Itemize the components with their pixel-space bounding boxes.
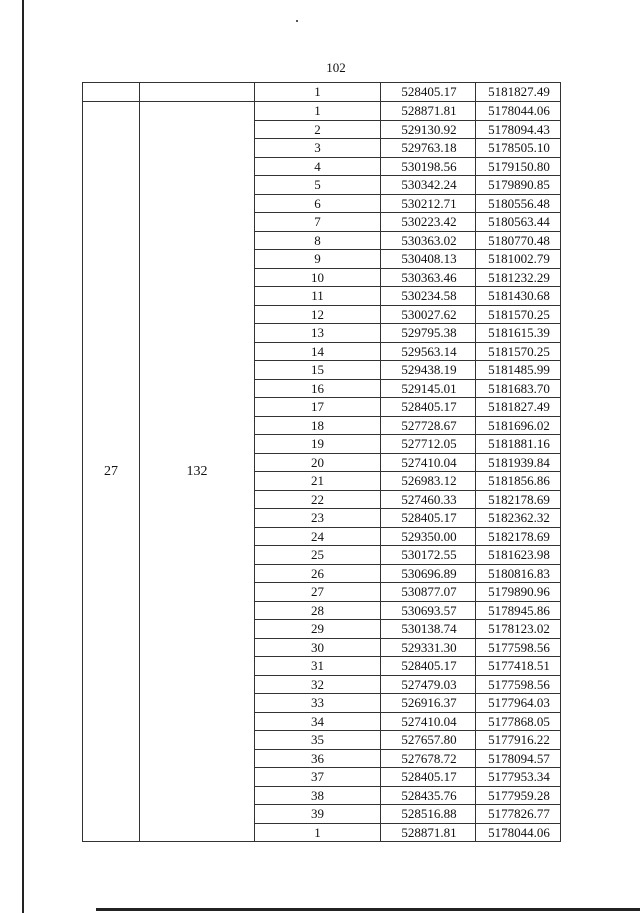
point-number-cell: 13 bbox=[255, 324, 381, 343]
y-coordinate-cell: 5177598.56 bbox=[476, 638, 561, 657]
scan-edge-left bbox=[22, 0, 24, 913]
y-coordinate-cell: 5177959.28 bbox=[476, 786, 561, 805]
x-coordinate-cell: 530363.02 bbox=[381, 231, 476, 250]
y-coordinate-cell: 5181570.25 bbox=[476, 342, 561, 361]
scan-edge-bottom bbox=[96, 908, 640, 911]
point-number-cell: 21 bbox=[255, 472, 381, 491]
point-number-cell: 35 bbox=[255, 731, 381, 750]
y-coordinate-cell: 5177418.51 bbox=[476, 657, 561, 676]
point-number-cell: 14 bbox=[255, 342, 381, 361]
x-coordinate-cell: 529795.38 bbox=[381, 324, 476, 343]
x-coordinate-cell: 528405.17 bbox=[381, 768, 476, 787]
x-coordinate-cell: 530027.62 bbox=[381, 305, 476, 324]
y-coordinate-cell: 5181827.49 bbox=[476, 398, 561, 417]
x-coordinate-cell: 530212.71 bbox=[381, 194, 476, 213]
point-number-cell: 19 bbox=[255, 435, 381, 454]
point-number-cell: 24 bbox=[255, 527, 381, 546]
point-number-cell: 36 bbox=[255, 749, 381, 768]
coordinates-table bbox=[82, 101, 561, 842]
x-coordinate-cell: 530342.24 bbox=[381, 176, 476, 195]
point-number-cell: 25 bbox=[255, 546, 381, 565]
point-number-cell: 28 bbox=[255, 601, 381, 620]
x-coordinate-cell: 529563.14 bbox=[381, 342, 476, 361]
x-coordinate-cell: 527728.67 bbox=[381, 416, 476, 435]
y-coordinate-cell: 5181881.16 bbox=[476, 435, 561, 454]
group-number-cell: 132 bbox=[140, 102, 255, 842]
x-coordinate-cell: 528405.17 bbox=[381, 398, 476, 417]
x-coordinate-cell: 527678.72 bbox=[381, 749, 476, 768]
empty-cell bbox=[140, 83, 255, 102]
x-coordinate-cell: 529350.00 bbox=[381, 527, 476, 546]
x-coordinate-cell: 527460.33 bbox=[381, 490, 476, 509]
point-number-cell: 33 bbox=[255, 694, 381, 713]
point-number-cell: 31 bbox=[255, 657, 381, 676]
point-number-cell: 1 bbox=[255, 823, 381, 842]
x-coordinate-cell: 528435.76 bbox=[381, 786, 476, 805]
x-coordinate-cell: 529438.19 bbox=[381, 361, 476, 380]
point-number-cell: 16 bbox=[255, 379, 381, 398]
point-number-cell: 12 bbox=[255, 305, 381, 324]
x-coordinate-cell: 527410.04 bbox=[381, 712, 476, 731]
y-coordinate-cell: 5177964.03 bbox=[476, 694, 561, 713]
point-number-cell: 10 bbox=[255, 268, 381, 287]
point-number-cell: 27 bbox=[255, 583, 381, 602]
x-coordinate-cell: 528405.17 bbox=[381, 657, 476, 676]
x-coordinate-cell: 528516.88 bbox=[381, 805, 476, 824]
y-coordinate-cell: 5181570.25 bbox=[476, 305, 561, 324]
x-coordinate-cell: 530223.42 bbox=[381, 213, 476, 232]
x-coordinate-cell: 526983.12 bbox=[381, 472, 476, 491]
y-coordinate-cell: 5177826.77 bbox=[476, 805, 561, 824]
x-coordinate-cell: 530696.89 bbox=[381, 564, 476, 583]
y-coordinate-cell: 5179890.96 bbox=[476, 583, 561, 602]
point-number-cell: 15 bbox=[255, 361, 381, 380]
y-coordinate-cell: 5180816.83 bbox=[476, 564, 561, 583]
x-coordinate-cell: 526916.37 bbox=[381, 694, 476, 713]
point-number-cell: 17 bbox=[255, 398, 381, 417]
y-coordinate-cell: 5177598.56 bbox=[476, 675, 561, 694]
point-number-cell: 5 bbox=[255, 176, 381, 195]
table-row bbox=[83, 102, 561, 121]
y-coordinate-cell: 5178044.06 bbox=[476, 823, 561, 842]
y-coordinate-cell: 5178123.02 bbox=[476, 620, 561, 639]
y-coordinate-cell: 5181683.70 bbox=[476, 379, 561, 398]
empty-cell bbox=[83, 83, 140, 102]
x-coordinate-cell: 530138.74 bbox=[381, 620, 476, 639]
point-number-cell: 32 bbox=[255, 675, 381, 694]
x-coordinate-cell: 529331.30 bbox=[381, 638, 476, 657]
y-coordinate-cell: 5180770.48 bbox=[476, 231, 561, 250]
y-coordinate-cell: 5182178.69 bbox=[476, 527, 561, 546]
point-number-cell: 26 bbox=[255, 564, 381, 583]
point-number-cell: 6 bbox=[255, 194, 381, 213]
y-coordinate-cell: 5181939.84 bbox=[476, 453, 561, 472]
point-number-cell: 4 bbox=[255, 157, 381, 176]
y-coordinate-cell: 5179150.80 bbox=[476, 157, 561, 176]
x-coordinate-cell: 530693.57 bbox=[381, 601, 476, 620]
point-number-cell: 7 bbox=[255, 213, 381, 232]
x-coordinate-cell: 527712.05 bbox=[381, 435, 476, 454]
x-coordinate-cell: 528871.81 bbox=[381, 102, 476, 121]
y-coordinate-cell: 5181430.68 bbox=[476, 287, 561, 306]
x-coordinate-cell: 527410.04 bbox=[381, 453, 476, 472]
x-coordinate-cell: 530172.55 bbox=[381, 546, 476, 565]
x-coordinate-cell: 529145.01 bbox=[381, 379, 476, 398]
point-number-cell: 30 bbox=[255, 638, 381, 657]
y-coordinate-cell: 5181856.86 bbox=[476, 472, 561, 491]
y-coordinate-cell: 5178945.86 bbox=[476, 601, 561, 620]
scan-speck bbox=[296, 20, 298, 22]
x-coordinate-cell: 530363.46 bbox=[381, 268, 476, 287]
point-number-cell: 23 bbox=[255, 509, 381, 528]
point-number-cell: 22 bbox=[255, 490, 381, 509]
y-coordinate-cell: 5178094.43 bbox=[476, 120, 561, 139]
x-coordinate-cell: 528405.17 bbox=[381, 83, 476, 102]
point-number-cell: 2 bbox=[255, 120, 381, 139]
point-number-cell: 1 bbox=[255, 83, 381, 102]
x-coordinate-cell: 530234.58 bbox=[381, 287, 476, 306]
y-coordinate-cell: 5178094.57 bbox=[476, 749, 561, 768]
x-coordinate-cell: 529130.92 bbox=[381, 120, 476, 139]
y-coordinate-cell: 5181232.29 bbox=[476, 268, 561, 287]
table-row bbox=[83, 83, 561, 102]
x-coordinate-cell: 527479.03 bbox=[381, 675, 476, 694]
point-number-cell: 38 bbox=[255, 786, 381, 805]
y-coordinate-cell: 5177916.22 bbox=[476, 731, 561, 750]
y-coordinate-cell: 5182178.69 bbox=[476, 490, 561, 509]
y-coordinate-cell: 5178044.06 bbox=[476, 102, 561, 121]
y-coordinate-cell: 5177868.05 bbox=[476, 712, 561, 731]
y-coordinate-cell: 5180563.44 bbox=[476, 213, 561, 232]
y-coordinate-cell: 5179890.85 bbox=[476, 176, 561, 195]
point-number-cell: 18 bbox=[255, 416, 381, 435]
continuation-table bbox=[82, 82, 561, 102]
x-coordinate-cell: 529763.18 bbox=[381, 139, 476, 158]
x-coordinate-cell: 528405.17 bbox=[381, 509, 476, 528]
y-coordinate-cell: 5181696.02 bbox=[476, 416, 561, 435]
point-number-cell: 20 bbox=[255, 453, 381, 472]
x-coordinate-cell: 530877.07 bbox=[381, 583, 476, 602]
group-id-cell: 27 bbox=[83, 102, 140, 842]
point-number-cell: 8 bbox=[255, 231, 381, 250]
x-coordinate-cell: 527657.80 bbox=[381, 731, 476, 750]
point-number-cell: 3 bbox=[255, 139, 381, 158]
y-coordinate-cell: 5181827.49 bbox=[476, 83, 561, 102]
x-coordinate-cell: 530408.13 bbox=[381, 250, 476, 269]
y-coordinate-cell: 5181002.79 bbox=[476, 250, 561, 269]
page-number: 102 bbox=[326, 60, 346, 75]
point-number-cell: 34 bbox=[255, 712, 381, 731]
x-coordinate-cell: 530198.56 bbox=[381, 157, 476, 176]
point-number-cell: 11 bbox=[255, 287, 381, 306]
y-coordinate-cell: 5181623.98 bbox=[476, 546, 561, 565]
y-coordinate-cell: 5181615.39 bbox=[476, 324, 561, 343]
point-number-cell: 1 bbox=[255, 102, 381, 121]
point-number-cell: 39 bbox=[255, 805, 381, 824]
x-coordinate-cell: 528871.81 bbox=[381, 823, 476, 842]
y-coordinate-cell: 5180556.48 bbox=[476, 194, 561, 213]
point-number-cell: 37 bbox=[255, 768, 381, 787]
y-coordinate-cell: 5177953.34 bbox=[476, 768, 561, 787]
point-number-cell: 29 bbox=[255, 620, 381, 639]
point-number-cell: 9 bbox=[255, 250, 381, 269]
y-coordinate-cell: 5181485.99 bbox=[476, 361, 561, 380]
y-coordinate-cell: 5178505.10 bbox=[476, 139, 561, 158]
y-coordinate-cell: 5182362.32 bbox=[476, 509, 561, 528]
